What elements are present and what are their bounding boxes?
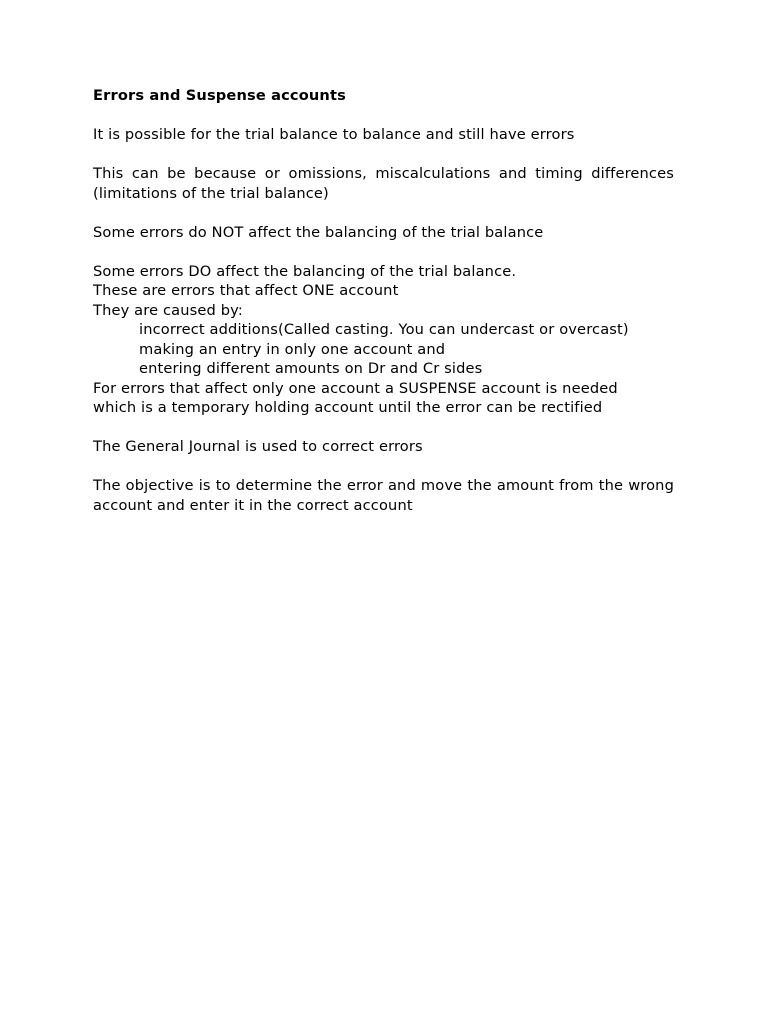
spacer (93, 203, 674, 223)
paragraph-causes-of-errors: This can be because or omissions, miscalculations and timing differences (limitations of the trial balance) (93, 165, 674, 202)
paragraph-trial-balance-errors: It is possible for the trial balance to balance and still have errors (93, 126, 575, 143)
paragraph-temporary-account: which is a temporary holding account until the error can be rectified (93, 399, 603, 416)
paragraph-errors-affecting: Some errors DO affect the balancing of the trial balance. (93, 262, 517, 280)
paragraph-suspense-needed: For errors that affect only one account a SUSPENSE account is needed (93, 379, 618, 397)
paragraph-caused-by: They are caused by: (93, 301, 243, 319)
paragraph-one-account: These are errors that affect ONE account (93, 282, 399, 299)
spacer (93, 145, 674, 165)
spacer (93, 457, 674, 477)
spacer (93, 242, 674, 262)
list-item-cause: entering different amounts on Dr and Cr sides (139, 360, 483, 377)
spacer (93, 106, 674, 126)
document-title: Errors and Suspense accounts (93, 87, 346, 104)
document-body (93, 86, 674, 515)
paragraph-errors-not-affecting: Some errors do NOT affect the balancing of the trial balance (93, 223, 544, 241)
spacer (93, 418, 674, 438)
list-item-cause: making an entry in only one account and (139, 340, 446, 358)
paragraph-objective: The objective is to determine the error and move the amount from the wrong account and enter it in the correct account (93, 477, 674, 514)
paragraph-general-journal: The General Journal is used to correct errors (93, 438, 423, 455)
list-item-cause: incorrect additions(Called casting. You can undercast or overcast) (139, 321, 629, 338)
